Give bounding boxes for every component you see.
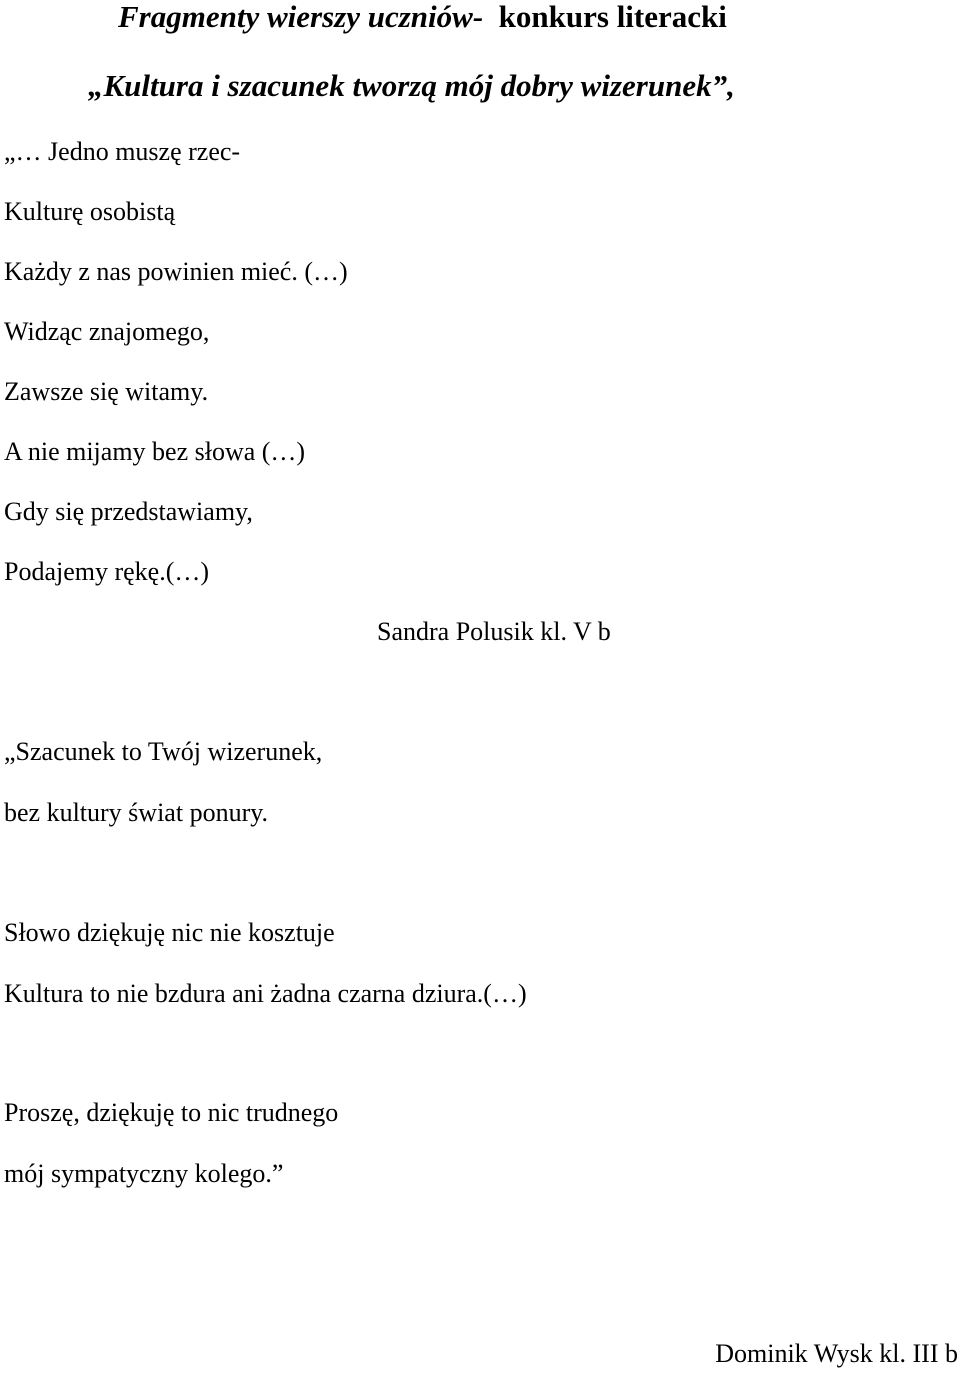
poem2-line: Słowo dziękuję nic nie kosztuje	[4, 918, 335, 947]
poem1-line: A nie mijamy bez słowa (…)	[4, 437, 306, 466]
poem1-author: Sandra Polusik kl. V b	[377, 617, 611, 646]
poem2-line: Proszę, dziękuję to nic trudnego	[4, 1098, 339, 1127]
poem1-line: Kulturę osobistą	[4, 197, 176, 226]
poem1-line: Zawsze się witamy.	[4, 377, 209, 406]
poem2-line: mój sympatyczny kolego.”	[4, 1159, 284, 1188]
poem1-line: Widząc znajomego,	[4, 317, 210, 346]
poem2-line: Kultura to nie bzdura ani żadna czarna dziura.(…)	[4, 979, 527, 1008]
poem1-line: Każdy z nas powinien mieć. (…)	[4, 257, 348, 286]
page-title-rest: konkurs literacki	[483, 0, 727, 34]
page-title-italic: Fragmenty wierszy uczniów-	[118, 0, 484, 34]
poem1-line: Podajemy rękę.(…)	[4, 557, 210, 586]
poem1-line: Gdy się przedstawiamy,	[4, 497, 253, 526]
poem2-line: „Szacunek to Twój wizerunek,	[4, 737, 323, 766]
poem2-author: Dominik Wysk kl. III b	[715, 1339, 958, 1368]
page-title	[118, 0, 727, 34]
page-subtitle: „Kultura i szacunek tworzą mój dobry wizerunek”,	[88, 68, 735, 103]
poem1-line: „… Jedno muszę rzec-	[4, 137, 241, 166]
poem2-line: bez kultury świat ponury.	[4, 798, 269, 827]
